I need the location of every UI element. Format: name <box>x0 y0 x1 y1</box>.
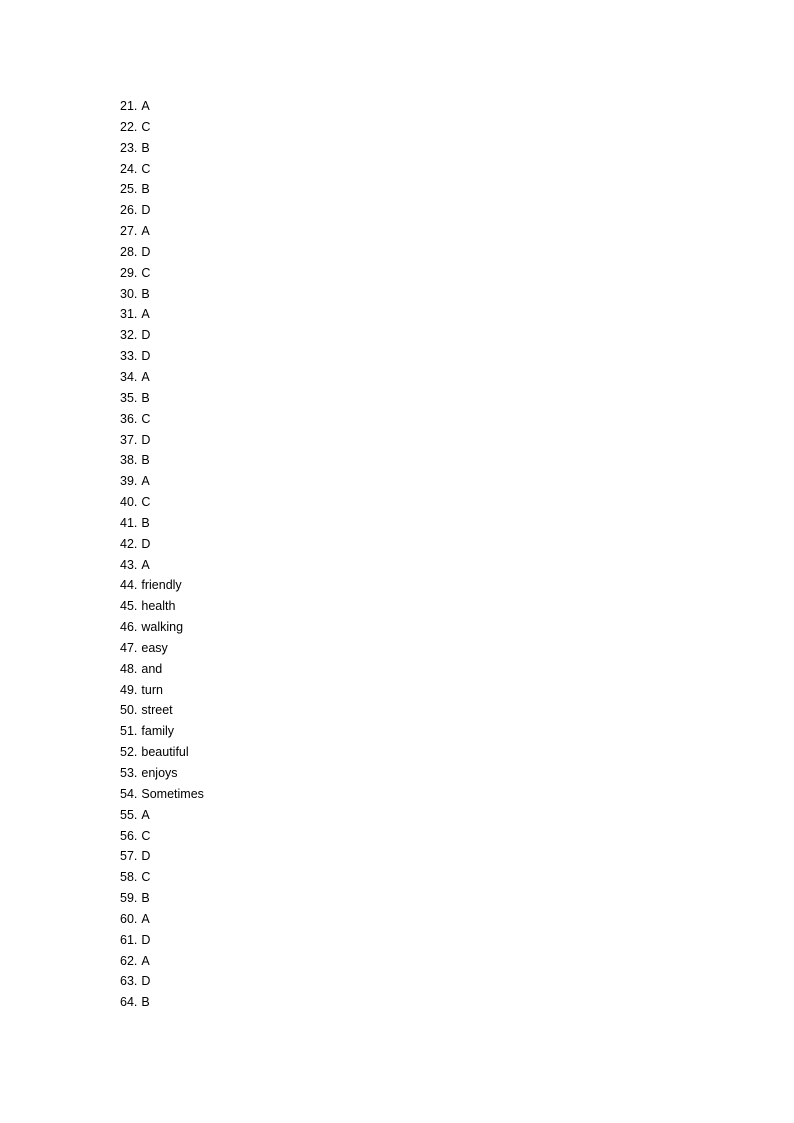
answer-value: A <box>141 474 150 489</box>
answer-value: C <box>141 161 151 176</box>
question-number: 43. <box>120 557 138 572</box>
answer-item <box>120 450 204 471</box>
answer-value: B <box>141 182 150 197</box>
question-number: 47. <box>120 640 138 655</box>
answer-value: B <box>141 390 150 405</box>
answer-value: street <box>141 703 173 718</box>
answer-item <box>120 367 204 388</box>
question-number: 60. <box>120 911 138 926</box>
answer-value: C <box>141 828 151 843</box>
answer-item <box>120 867 204 888</box>
answer-value: B <box>141 995 150 1010</box>
answer-item <box>120 763 204 784</box>
answer-item <box>120 492 204 513</box>
question-number: 61. <box>120 932 138 947</box>
answer-value: B <box>141 453 150 468</box>
answer-item <box>120 430 204 451</box>
answer-item <box>120 909 204 930</box>
question-number: 27. <box>120 224 138 239</box>
answer-value: D <box>141 328 151 343</box>
answer-item <box>120 951 204 972</box>
question-number: 31. <box>120 307 138 322</box>
answer-item <box>120 221 204 242</box>
question-number: 48. <box>120 661 138 676</box>
answer-value: and <box>141 661 163 676</box>
answer-value: family <box>141 724 175 739</box>
answer-value: B <box>141 140 150 155</box>
answer-item <box>120 325 204 346</box>
answer-item <box>120 596 204 617</box>
answer-value: A <box>141 557 150 572</box>
answer-item <box>120 930 204 951</box>
question-number: 58. <box>120 870 138 885</box>
question-number: 30. <box>120 286 138 301</box>
question-number: 62. <box>120 953 138 968</box>
question-number: 38. <box>120 453 138 468</box>
answer-value: A <box>141 307 150 322</box>
question-number: 34. <box>120 369 138 384</box>
answer-item <box>120 638 204 659</box>
question-number: 45. <box>120 599 138 614</box>
answer-value: enjoys <box>141 766 178 780</box>
answer-item <box>120 575 204 596</box>
question-number: 57. <box>120 849 138 864</box>
question-number: 37. <box>120 432 138 447</box>
question-number: 28. <box>120 244 138 259</box>
question-number: 36. <box>120 411 138 426</box>
answer-item <box>120 409 204 430</box>
answer-item <box>120 284 204 305</box>
answer-item <box>120 805 204 826</box>
answer-value: turn <box>141 682 163 697</box>
answer-item <box>120 534 204 555</box>
answer-item <box>120 971 204 992</box>
question-number: 46. <box>120 620 138 635</box>
question-number: 63. <box>120 974 138 989</box>
answer-value: B <box>141 286 150 301</box>
question-number: 22. <box>120 119 138 134</box>
answer-item <box>120 388 204 409</box>
answer-item <box>120 200 204 221</box>
answer-value: D <box>141 349 151 364</box>
answer-value: A <box>141 807 150 822</box>
question-number: 64. <box>120 995 138 1010</box>
question-number: 29. <box>120 265 138 280</box>
answer-value: D <box>141 849 151 864</box>
answer-item <box>120 471 204 492</box>
answer-item <box>120 346 204 367</box>
question-number: 35. <box>120 390 138 405</box>
question-number: 21. <box>120 99 138 113</box>
question-number: 59. <box>120 891 138 906</box>
answer-value: easy <box>141 640 168 655</box>
answer-item <box>120 513 204 534</box>
answer-value: D <box>141 244 151 259</box>
answer-item <box>120 617 204 638</box>
answer-item <box>120 159 204 180</box>
answer-value: D <box>141 203 151 218</box>
question-number: 39. <box>120 474 138 489</box>
question-number: 51. <box>120 724 138 739</box>
question-number: 25. <box>120 182 138 197</box>
answer-item <box>120 263 204 284</box>
answer-item <box>120 138 204 159</box>
answer-value: Sometimes <box>141 786 204 801</box>
answer-value: health <box>141 599 176 614</box>
answer-item <box>120 117 204 138</box>
question-number: 23. <box>120 140 138 155</box>
question-number: 41. <box>120 515 138 530</box>
question-number: 33. <box>120 349 138 364</box>
answer-value: C <box>141 870 151 885</box>
answer-value: D <box>141 432 151 447</box>
question-number: 32. <box>120 328 138 343</box>
answer-value: beautiful <box>141 745 189 760</box>
answer-item <box>120 700 204 721</box>
answer-item <box>120 742 204 763</box>
answer-item <box>120 721 204 742</box>
question-number: 49. <box>120 682 138 697</box>
answer-item <box>120 826 204 847</box>
answer-value: A <box>141 369 150 384</box>
answer-item <box>120 304 204 325</box>
answer-item <box>120 555 204 576</box>
answer-value: D <box>141 932 151 947</box>
question-number: 52. <box>120 745 138 760</box>
answer-item <box>120 784 204 805</box>
answer-value: A <box>141 953 150 968</box>
answer-item <box>120 992 204 1013</box>
answer-item <box>120 846 204 867</box>
answer-value: C <box>141 495 151 510</box>
question-number: 55. <box>120 807 138 822</box>
answer-value: C <box>141 411 151 426</box>
answer-value: A <box>141 224 150 239</box>
answer-value: A <box>141 99 150 113</box>
question-number: 54. <box>120 786 138 801</box>
answer-value: D <box>141 536 151 551</box>
answer-value: C <box>141 119 151 134</box>
answer-item <box>120 659 204 680</box>
question-number: 50. <box>120 703 138 718</box>
answer-value: A <box>141 911 150 926</box>
question-number: 44. <box>120 578 138 593</box>
answer-value: C <box>141 265 151 280</box>
answer-item <box>120 179 204 200</box>
question-number: 42. <box>120 536 138 551</box>
question-number: 40. <box>120 495 138 510</box>
question-number: 26. <box>120 203 138 218</box>
answer-item <box>120 96 204 117</box>
answer-list <box>120 96 204 1013</box>
answer-value: B <box>141 515 150 530</box>
answer-item <box>120 242 204 263</box>
answer-value: friendly <box>141 578 182 593</box>
answer-value: walking <box>141 620 184 635</box>
question-number: 56. <box>120 828 138 843</box>
question-number: 53. <box>120 766 138 780</box>
question-number: 24. <box>120 161 138 176</box>
answer-value: D <box>141 974 151 989</box>
answer-value: B <box>141 891 150 906</box>
answer-item <box>120 888 204 909</box>
answer-item <box>120 680 204 701</box>
